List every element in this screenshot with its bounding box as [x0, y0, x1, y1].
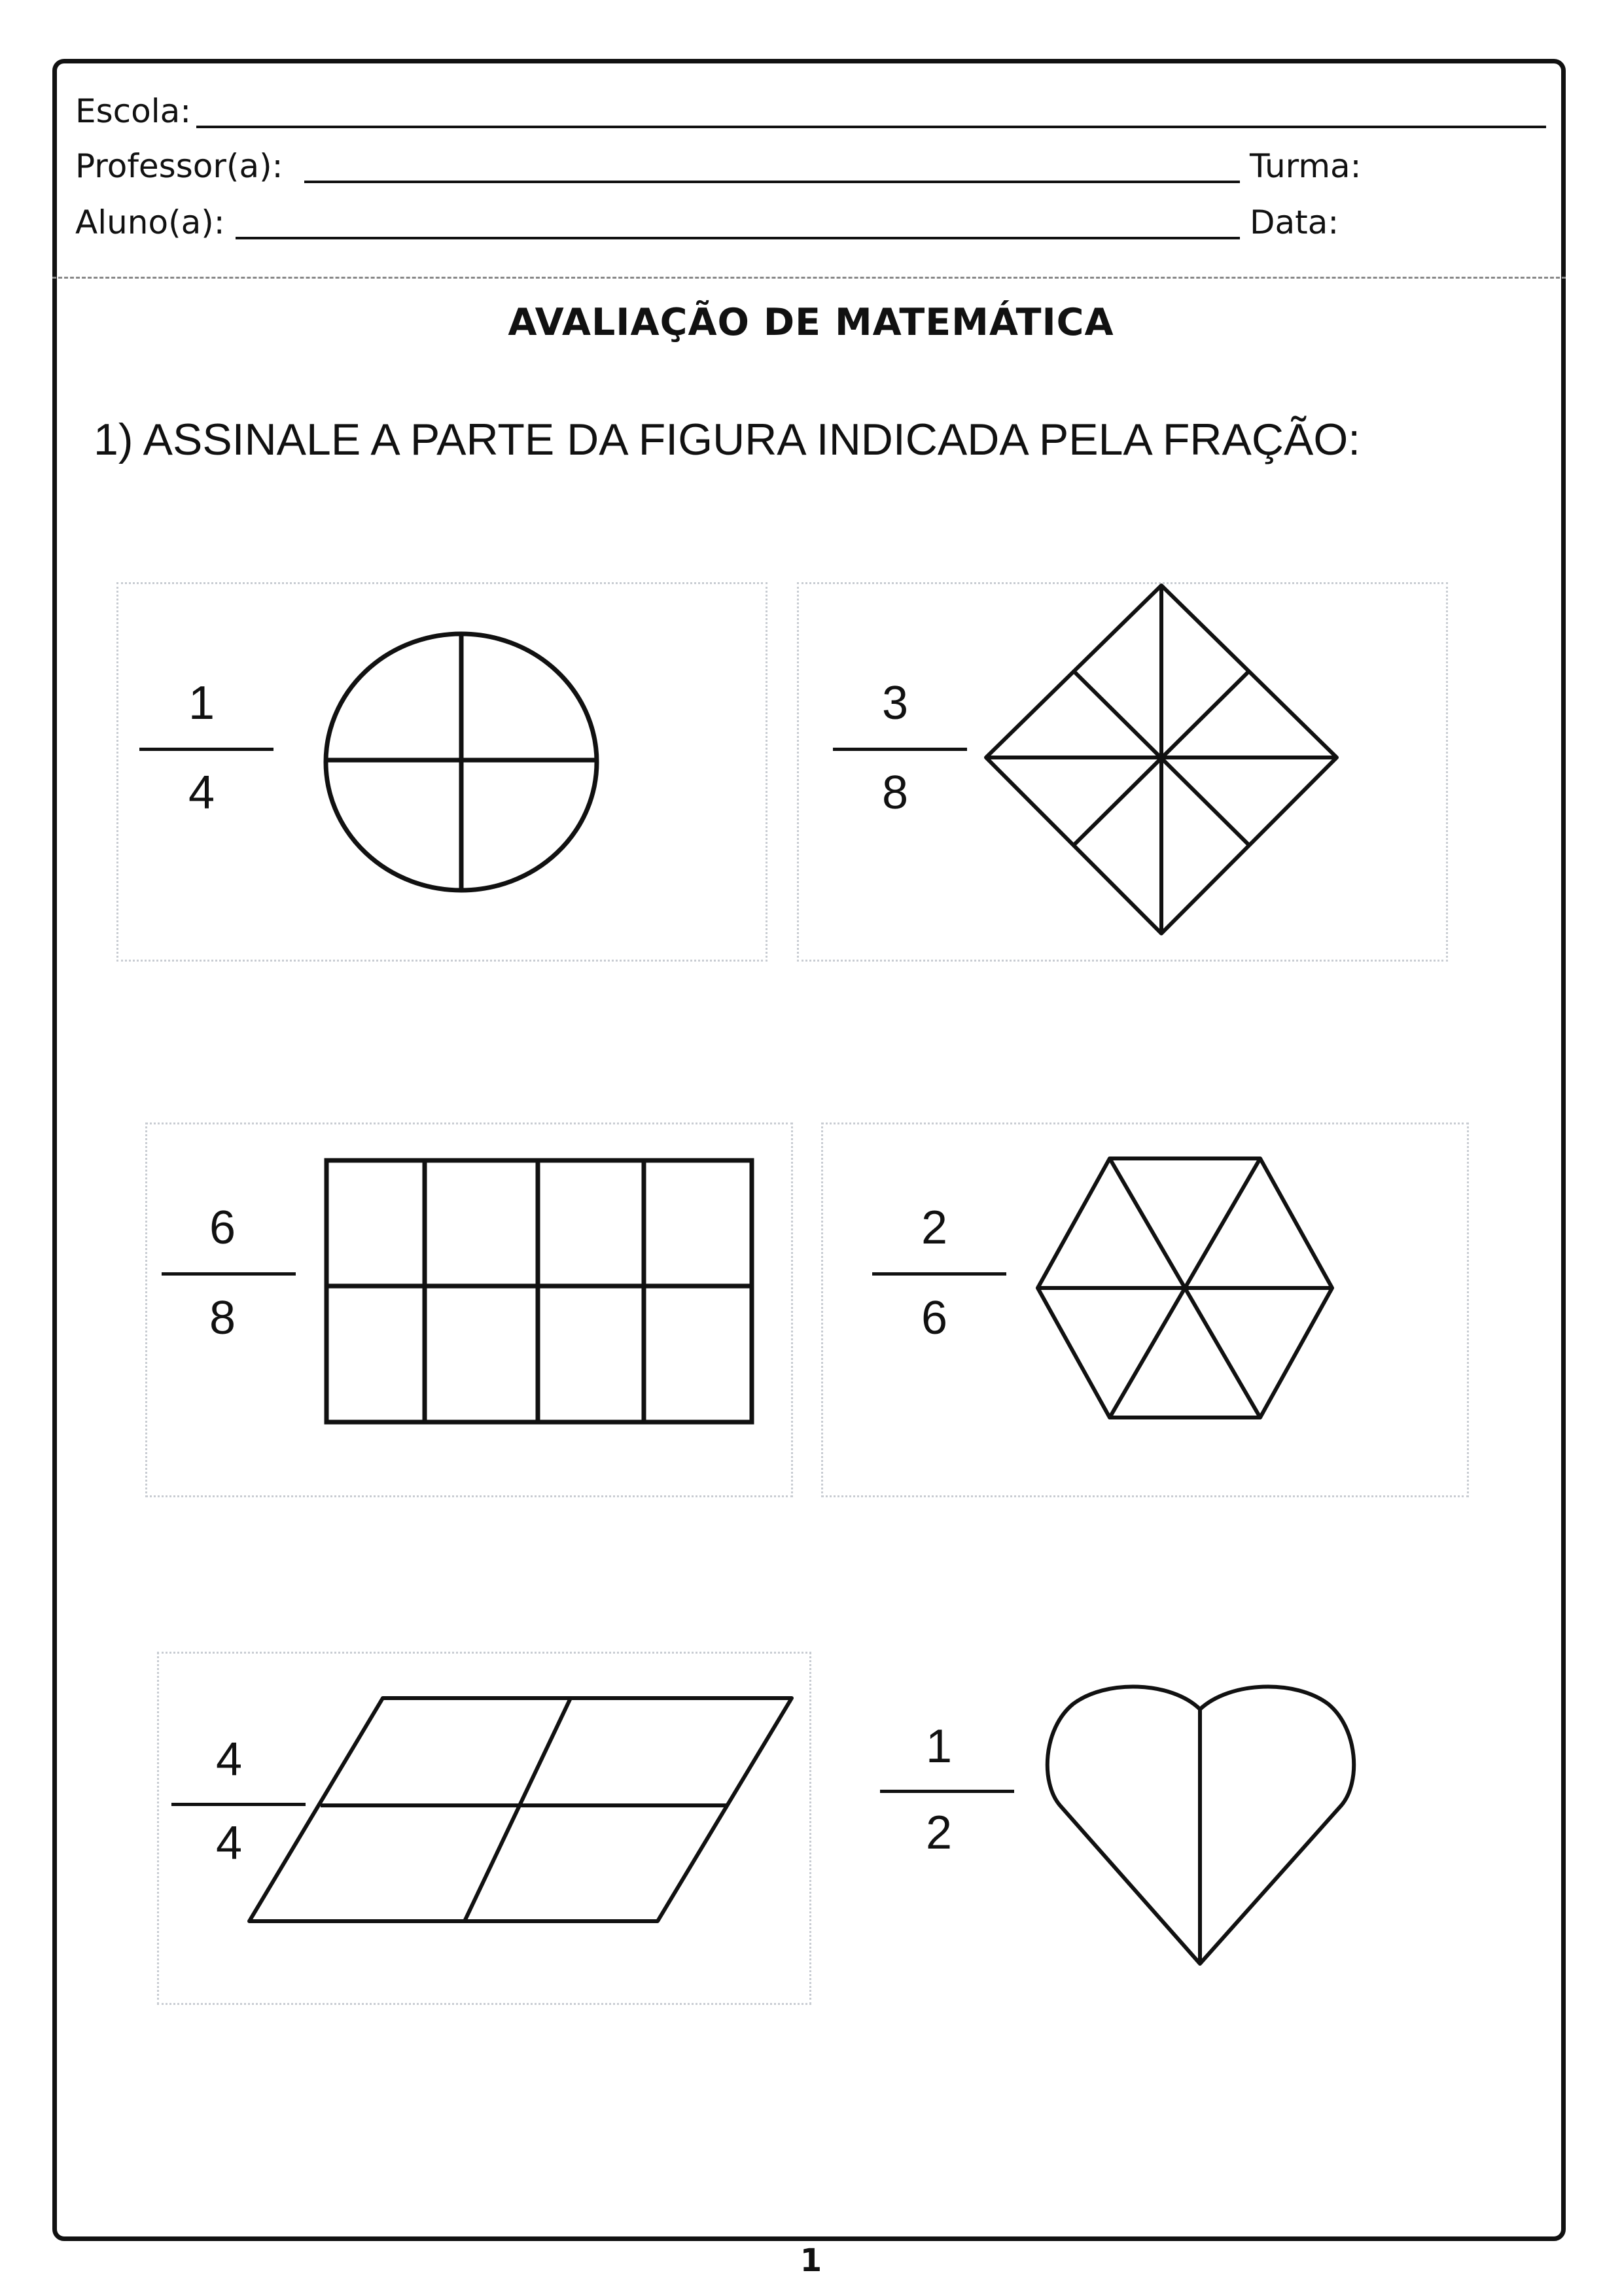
fraction-denominator-4: 6 — [921, 1292, 948, 1344]
fraction-bar-4 — [872, 1272, 1006, 1276]
circle-icon[interactable] — [321, 631, 602, 899]
heart-icon[interactable] — [1040, 1678, 1361, 1969]
fraction-numerator-3: 6 — [209, 1202, 236, 1254]
rectangle-grid-icon[interactable] — [324, 1158, 756, 1426]
hexagon-icon[interactable] — [1034, 1155, 1335, 1423]
school-label: Escola: — [75, 92, 192, 130]
fraction-numerator-2: 3 — [881, 677, 909, 729]
fraction-bar-1 — [139, 748, 273, 751]
question-text: 1) ASSINALE A PARTE DA FIGURA INDICADA PELA FRAÇÃO: — [94, 415, 1361, 464]
fraction-denominator-6: 2 — [925, 1807, 953, 1859]
class-label: Turma: — [1250, 147, 1362, 185]
teacher-label: Professor(a): — [75, 147, 283, 185]
teacher-field[interactable] — [304, 181, 1240, 183]
page-number: 1 — [800, 2242, 822, 2279]
parallelogram-icon[interactable] — [245, 1694, 798, 1926]
student-label: Aluno(a): — [75, 203, 225, 241]
school-field[interactable] — [196, 126, 1546, 128]
fraction-numerator-5: 4 — [215, 1733, 243, 1786]
fraction-denominator-5: 4 — [215, 1817, 243, 1870]
diamond-icon[interactable] — [981, 582, 1341, 939]
page-title: AVALIAÇÃO DE MATEMÁTICA — [508, 301, 1114, 344]
fraction-numerator-6: 1 — [925, 1720, 953, 1773]
fraction-denominator-1: 4 — [188, 767, 215, 819]
fraction-bar-3 — [162, 1272, 296, 1276]
fraction-numerator-1: 1 — [188, 677, 215, 729]
header-divider — [52, 277, 1566, 279]
fraction-denominator-3: 8 — [209, 1292, 236, 1344]
fraction-denominator-2: 8 — [881, 767, 909, 819]
student-field[interactable] — [236, 237, 1240, 239]
fraction-numerator-4: 2 — [921, 1202, 948, 1254]
date-label: Data: — [1250, 203, 1339, 241]
fraction-bar-6 — [880, 1790, 1014, 1793]
fraction-bar-2 — [833, 748, 967, 751]
